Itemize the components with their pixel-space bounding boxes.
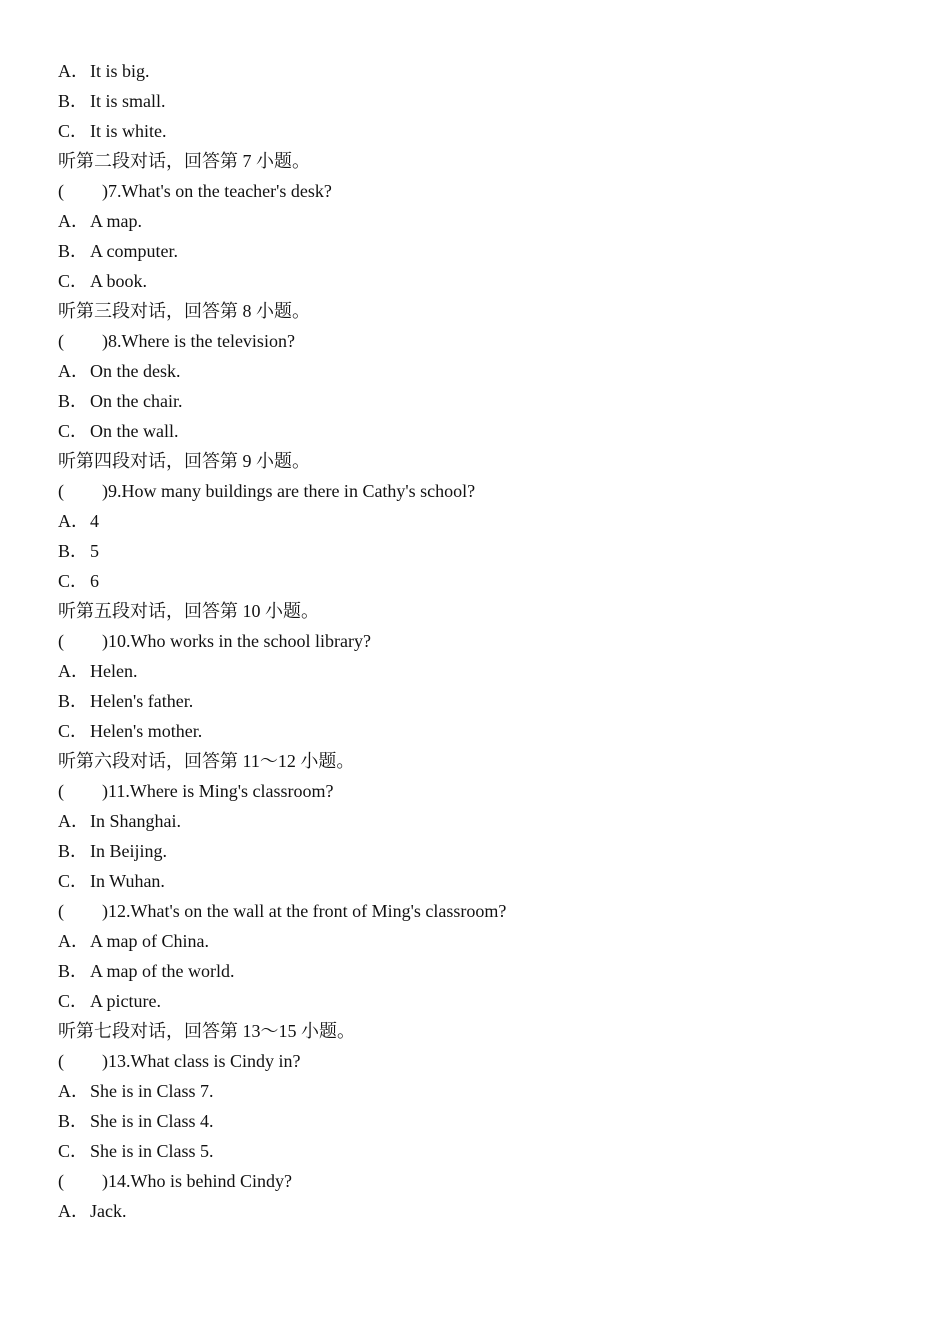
answer-option bbox=[58, 56, 918, 86]
option-letter: B． bbox=[58, 241, 89, 261]
option-letter: C． bbox=[58, 991, 89, 1011]
option-letter: A． bbox=[58, 361, 89, 381]
answer-option bbox=[58, 956, 918, 986]
option-text: In Shanghai. bbox=[90, 811, 181, 831]
option-letter: B． bbox=[58, 391, 89, 411]
option-letter: C． bbox=[58, 421, 89, 441]
option-letter: C． bbox=[58, 721, 89, 741]
question-text: )14.Who is behind Cindy? bbox=[102, 1171, 292, 1191]
answer-option bbox=[58, 806, 918, 836]
answer-option bbox=[58, 686, 918, 716]
answer-option bbox=[58, 1106, 918, 1136]
option-text: On the chair. bbox=[90, 391, 183, 411]
option-letter: B． bbox=[58, 1111, 89, 1131]
answer-blank: ( bbox=[58, 181, 64, 201]
answer-option bbox=[58, 116, 918, 146]
question-text: )12.What's on the wall at the front of Ming's classroom? bbox=[102, 901, 507, 921]
option-text: On the desk. bbox=[90, 361, 181, 381]
answer-option bbox=[58, 236, 918, 266]
question-line bbox=[58, 476, 918, 506]
option-letter: A． bbox=[58, 931, 89, 951]
answer-option bbox=[58, 416, 918, 446]
answer-blank: ( bbox=[58, 1051, 64, 1071]
question-text: )10.Who works in the school library? bbox=[102, 631, 371, 651]
document-page bbox=[58, 56, 918, 1226]
question-text: )13.What class is Cindy in? bbox=[102, 1051, 301, 1071]
option-letter: A． bbox=[58, 1201, 89, 1221]
option-letter: B． bbox=[58, 691, 89, 711]
question-line bbox=[58, 1046, 918, 1076]
answer-option bbox=[58, 356, 918, 386]
section-instruction: 听第六段对话，回答第 11～12 小题。 bbox=[58, 751, 355, 771]
option-text: It is big. bbox=[90, 61, 150, 81]
answer-option bbox=[58, 506, 918, 536]
option-letter: B． bbox=[58, 841, 89, 861]
section-instruction: 听第五段对话，回答第 10 小题。 bbox=[58, 601, 319, 621]
option-text: A book. bbox=[90, 271, 148, 291]
option-letter: A． bbox=[58, 211, 89, 231]
answer-option bbox=[58, 536, 918, 566]
option-text: A map of the world. bbox=[90, 961, 235, 981]
question-text: )7.What's on the teacher's desk? bbox=[102, 181, 332, 201]
option-letter: A． bbox=[58, 511, 89, 531]
option-text: She is in Class 5. bbox=[90, 1141, 214, 1161]
answer-option bbox=[58, 926, 918, 956]
option-text: Helen. bbox=[90, 661, 138, 681]
option-text: A map of China. bbox=[90, 931, 209, 951]
option-letter: C． bbox=[58, 271, 89, 291]
option-text: Helen's father. bbox=[90, 691, 194, 711]
question-text: )9.How many buildings are there in Cathy's school? bbox=[102, 481, 476, 501]
answer-option bbox=[58, 566, 918, 596]
option-text: 6 bbox=[90, 571, 99, 591]
answer-blank: ( bbox=[58, 481, 64, 501]
question-line bbox=[58, 896, 918, 926]
answer-blank: ( bbox=[58, 901, 64, 921]
option-letter: B． bbox=[58, 91, 89, 111]
option-letter: C． bbox=[58, 571, 89, 591]
answer-option bbox=[58, 1136, 918, 1166]
option-text: Helen's mother. bbox=[90, 721, 203, 741]
option-text: In Wuhan. bbox=[90, 871, 165, 891]
option-letter: A． bbox=[58, 661, 89, 681]
option-letter: B． bbox=[58, 541, 89, 561]
answer-blank: ( bbox=[58, 631, 64, 651]
option-letter: C． bbox=[58, 121, 89, 141]
answer-blank: ( bbox=[58, 781, 64, 801]
section-instruction: 听第七段对话，回答第 13～15 小题。 bbox=[58, 1021, 355, 1041]
answer-blank: ( bbox=[58, 1171, 64, 1191]
option-text: 4 bbox=[90, 511, 99, 531]
option-text: In Beijing. bbox=[90, 841, 167, 861]
option-text: It is white. bbox=[90, 121, 167, 141]
option-text: A picture. bbox=[90, 991, 161, 1011]
section-instruction: 听第二段对话，回答第 7 小题。 bbox=[58, 151, 310, 171]
option-text: 5 bbox=[90, 541, 99, 561]
option-letter: A． bbox=[58, 1081, 89, 1101]
option-text: A map. bbox=[90, 211, 142, 231]
answer-blank: ( bbox=[58, 331, 64, 351]
answer-option bbox=[58, 1196, 918, 1226]
section-instruction: 听第四段对话，回答第 9 小题。 bbox=[58, 451, 310, 471]
option-letter: A． bbox=[58, 61, 89, 81]
question-text: )11.Where is Ming's classroom? bbox=[102, 781, 334, 801]
option-letter: C． bbox=[58, 871, 89, 891]
option-text: On the wall. bbox=[90, 421, 179, 441]
question-line bbox=[58, 176, 918, 206]
answer-option bbox=[58, 716, 918, 746]
answer-option bbox=[58, 836, 918, 866]
answer-option bbox=[58, 1076, 918, 1106]
question-line bbox=[58, 1166, 918, 1196]
answer-option bbox=[58, 866, 918, 896]
answer-option bbox=[58, 86, 918, 116]
section-instruction: 听第三段对话，回答第 8 小题。 bbox=[58, 301, 310, 321]
question-line bbox=[58, 776, 918, 806]
option-text: She is in Class 4. bbox=[90, 1111, 214, 1131]
option-letter: C． bbox=[58, 1141, 89, 1161]
answer-option bbox=[58, 266, 918, 296]
answer-option bbox=[58, 206, 918, 236]
option-text: Jack. bbox=[90, 1201, 127, 1221]
question-text: )8.Where is the television? bbox=[102, 331, 295, 351]
option-letter: A． bbox=[58, 811, 89, 831]
answer-option bbox=[58, 986, 918, 1016]
answer-option bbox=[58, 656, 918, 686]
option-text: She is in Class 7. bbox=[90, 1081, 214, 1101]
question-line bbox=[58, 626, 918, 656]
question-line bbox=[58, 326, 918, 356]
option-letter: B． bbox=[58, 961, 89, 981]
answer-option bbox=[58, 386, 918, 416]
option-text: A computer. bbox=[90, 241, 178, 261]
option-text: It is small. bbox=[90, 91, 166, 111]
